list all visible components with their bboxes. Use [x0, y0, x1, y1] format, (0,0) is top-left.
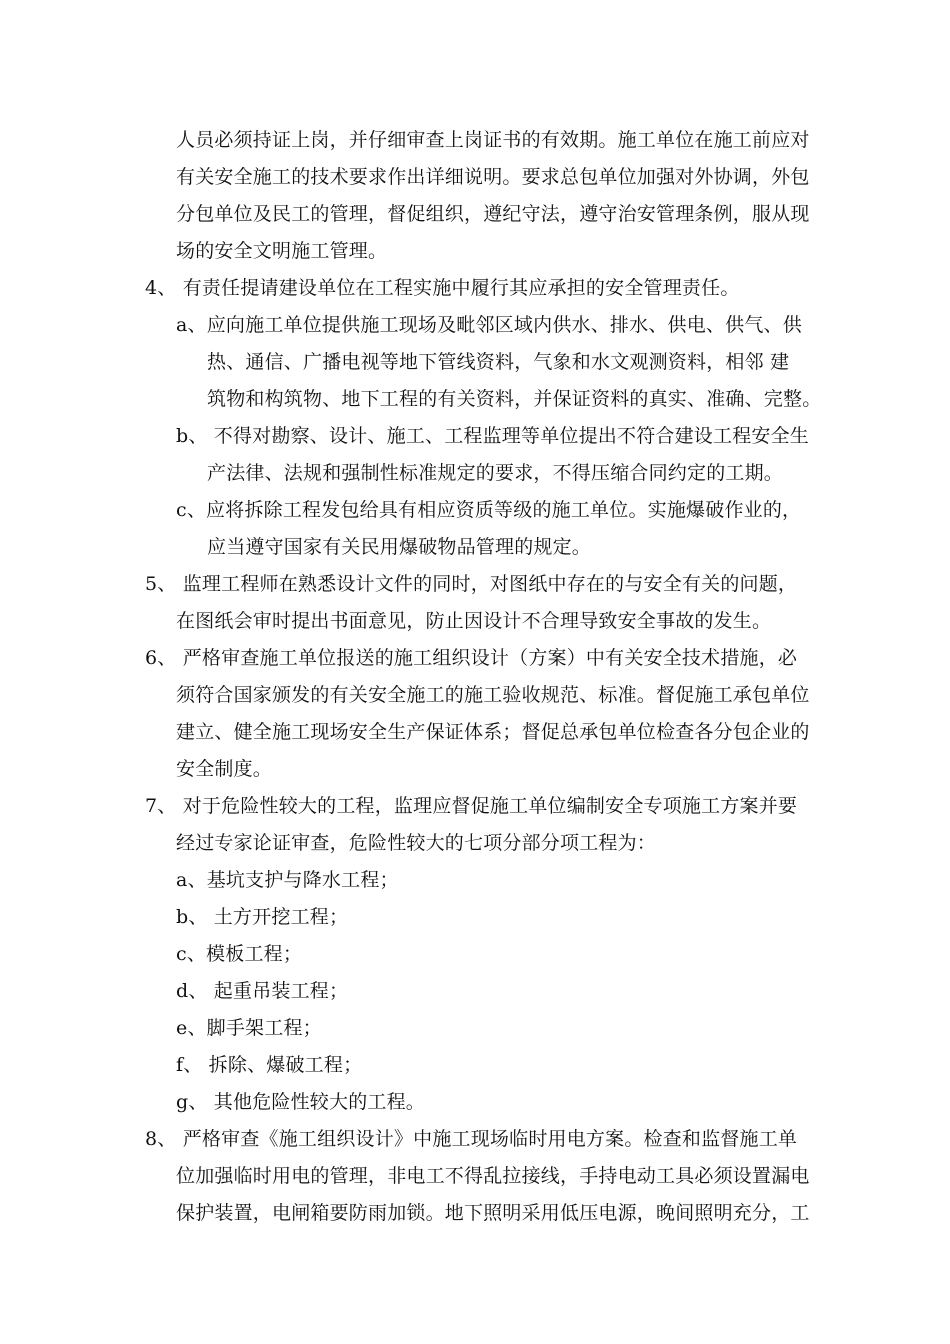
text-line: 保护装置，电闸箱要防雨加锁。地下照明采用低压电源，晚间照明充分，工 — [176, 1202, 810, 1224]
sub-item: f、 拆除、爆破工程； — [176, 1054, 363, 1076]
sub-item: c、模板工程； — [176, 943, 303, 965]
text-line: 分包单位及民工的管理，督促组织，遵纪守法，遵守治安管理条例，服从现 — [176, 203, 810, 225]
sub-item: c、应将拆除工程发包给具有相应资质等级的施工单位。实施爆破作业的， — [176, 499, 802, 521]
text-line: 应当遵守国家有关民用爆破物品管理的规定。 — [207, 536, 592, 558]
text-line: 筑物和构筑物、地下工程的有关资料，并保证资料的真实、准确、完整。 — [207, 388, 822, 410]
text-line: 安全制度。 — [176, 758, 273, 780]
sub-item: a、应向施工单位提供施工现场及毗邻区域内供水、排水、供电、供气、供 — [176, 314, 802, 336]
sub-item: a、基坑支护与降水工程； — [176, 869, 399, 891]
sub-item: d、 起重吊装工程； — [176, 980, 349, 1002]
sub-item: e、脚手架工程； — [176, 1017, 322, 1039]
text-line: 产法律、法规和强制性标准规定的要求，不得压缩合同约定的工期。 — [207, 462, 784, 484]
numbered-item: 8、 严格审查《施工组织设计》中施工现场临时用电方案。检查和监督施工单 — [145, 1128, 798, 1150]
text-line: 热、通信、广播电视等地下管线资料，气象和水文观测资料，相邻 建 — [207, 351, 790, 373]
text-line: 经过专家论证审查，危险性较大的七项分部分项工程为： — [176, 832, 657, 854]
text-line: 有关安全施工的技术要求作出详细说明。要求总包单位加强对外协调，外包 — [176, 166, 810, 188]
numbered-item: 7、 对于危险性较大的工程，监理应督促施工单位编制安全专项施工方案并要 — [145, 795, 798, 817]
text-line: 人员必须持证上岗，并仔细审查上岗证书的有效期。施工单位在施工前应对 — [176, 129, 810, 151]
numbered-item: 4、 有责任提请建设单位在工程实施中履行其应承担的安全管理责任。 — [145, 277, 740, 299]
text-line: 位加强临时用电的管理，非电工不得乱拉接线，手持电动工具必须设置漏电 — [176, 1165, 810, 1187]
sub-item: b、 不得对勘察、设计、施工、工程监理等单位提出不符合建设工程安全生 — [176, 425, 810, 447]
text-line: 建立、健全施工现场安全生产保证体系；督促总承包单位检查各分包企业的 — [176, 721, 810, 743]
sub-item: g、 其他危险性较大的工程。 — [176, 1091, 426, 1113]
numbered-item: 5、 监理工程师在熟悉设计文件的同时，对图纸中存在的与安全有关的问题， — [145, 573, 798, 595]
text-line: 场的安全文明施工管理。 — [176, 240, 388, 262]
text-line: 在图纸会审时提出书面意见，防止因设计不合理导致安全事故的发生。 — [176, 610, 772, 632]
numbered-item: 6、 严格审查施工单位报送的施工组织设计（方案）中有关安全技术措施，必 — [145, 647, 798, 669]
sub-item: b、 土方开挖工程； — [176, 906, 349, 928]
text-line: 须符合国家颁发的有关安全施工的施工验收规范、标准。督促施工承包单位 — [176, 684, 810, 706]
